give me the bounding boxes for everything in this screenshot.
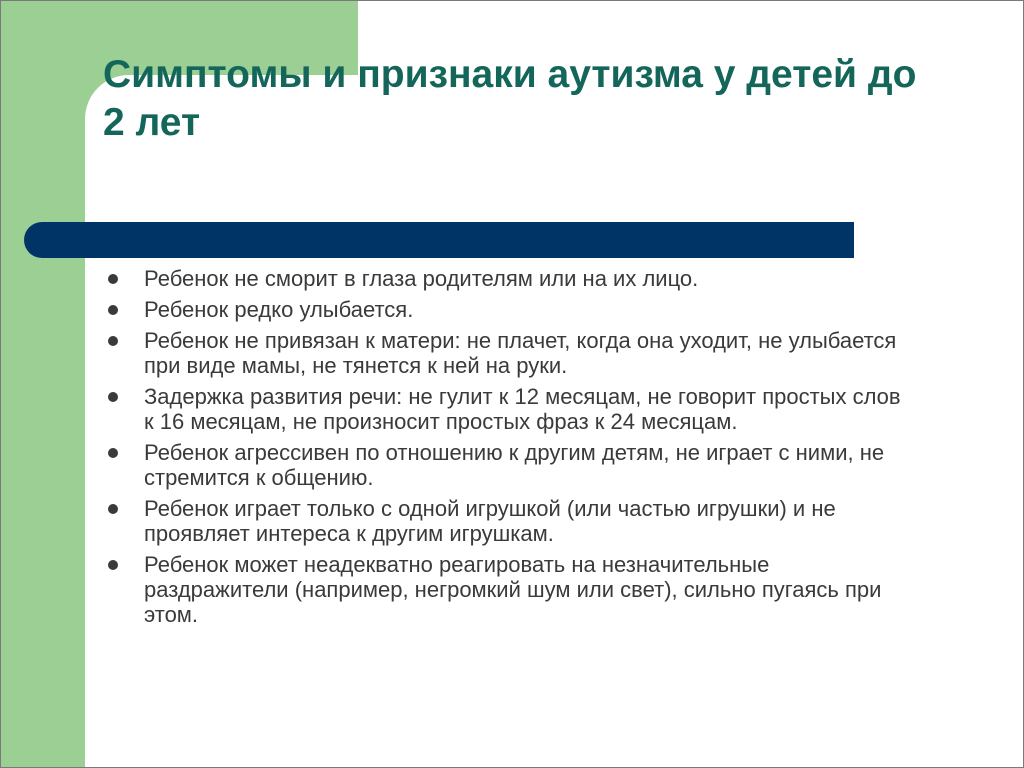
bullet-dot-icon [108, 448, 118, 458]
bullet-item [103, 297, 903, 322]
bullet-dot-icon [108, 336, 118, 346]
bullet-text: Ребенок может неадекватно реагировать на незначительные раздражители (например, негромкий шум или свет), сильно пугаясь при этом. [144, 552, 882, 627]
bullet-dot-icon [108, 504, 118, 514]
slide-title: Симптомы и признаки аутизма у детей до 2 лет [103, 53, 917, 144]
title-divider-bar [24, 222, 854, 258]
bullet-text: Задержка развития речи: не гулит к 12 месяцам, не говорит простых слов к 16 месяцам, не произносит простых фраз к 24 месяцам. [144, 384, 901, 434]
bullet-item [103, 496, 903, 546]
bullet-item [103, 440, 903, 490]
bullet-text: Ребенок играет только с одной игрушкой (или частью игрушки) и не проявляет интереса к другим игрушкам. [144, 496, 836, 546]
bullet-dot-icon [108, 274, 118, 284]
bullet-dot-icon [108, 305, 118, 315]
bullet-dot-icon [108, 392, 118, 402]
bullet-item [103, 384, 903, 434]
bullet-text: Ребенок агрессивен по отношению к другим детям, не играет с ними, не стремится к общению. [144, 440, 885, 490]
bullet-text: Ребенок редко улыбается. [144, 297, 414, 322]
bullet-text: Ребенок не сморит в глаза родителям или на их лицо. [144, 266, 699, 291]
bullet-text: Ребенок не привязан к матери: не плачет, когда она уходит, не улыбается при виде мамы, не тянется к ней на руки. [144, 328, 897, 378]
bullet-list [103, 266, 903, 633]
bullet-dot-icon [108, 560, 118, 570]
bullet-item [103, 552, 903, 627]
bullet-item [103, 266, 903, 291]
bullet-item [103, 328, 903, 378]
